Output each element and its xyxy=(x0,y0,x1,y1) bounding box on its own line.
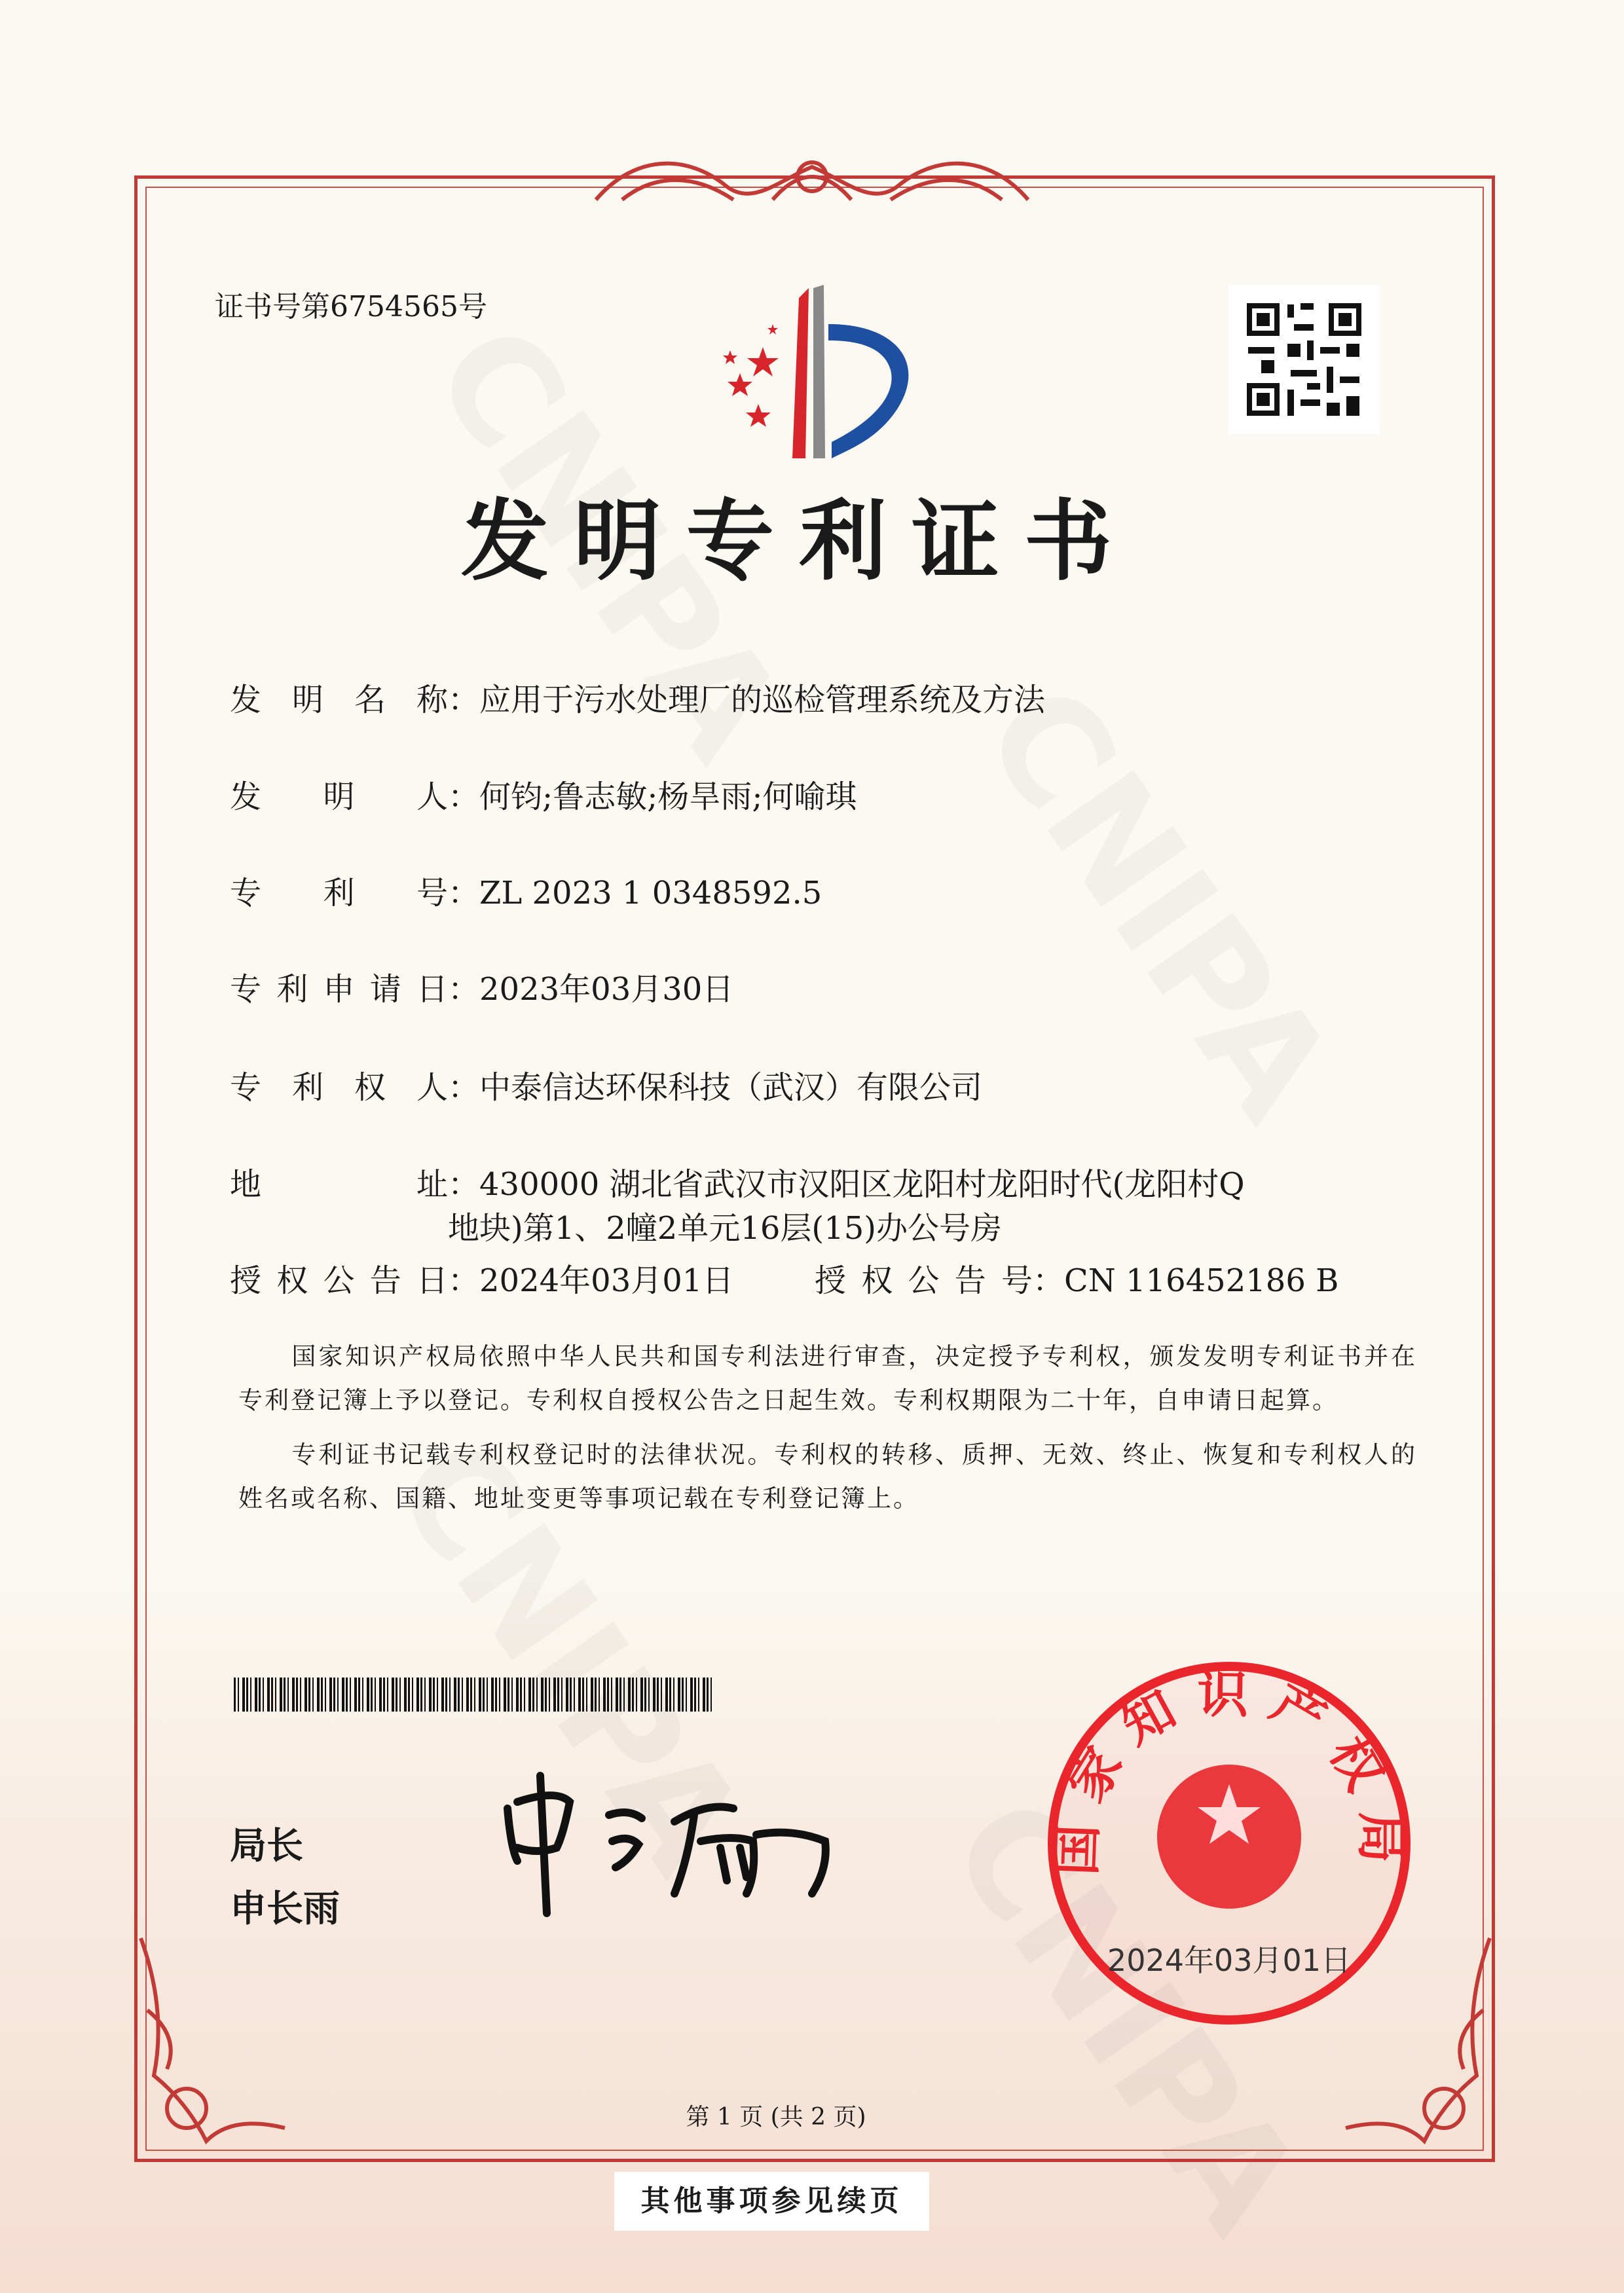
certificate-statement xyxy=(238,1334,1417,1520)
field-label: 专利权人 xyxy=(230,1069,448,1106)
seal-date: 2024年03月01日 xyxy=(1107,1943,1352,1978)
field-value: 2024年03月01日 xyxy=(479,1262,734,1299)
field-value: CN 116452186 B xyxy=(1064,1262,1339,1299)
field-value: 中泰信达环保科技（武汉）有限公司 xyxy=(479,1069,983,1106)
cnipa-logo-icon xyxy=(701,285,930,465)
field-label: 授权公告号 xyxy=(815,1262,1033,1299)
director-name: 申长雨 xyxy=(230,1888,340,1930)
certificate-title: 发明专利证书 xyxy=(460,490,1137,593)
field-label: 授权公告日 xyxy=(230,1262,448,1299)
field-address xyxy=(230,1159,1245,1204)
field-value: 应用于污水处理厂的巡检管理系统及方法 xyxy=(479,682,1046,718)
field-application-date xyxy=(230,964,733,1009)
field-label: 地址 xyxy=(230,1166,448,1203)
field-value: 何钧;鲁志敏;杨旱雨;何喻琪 xyxy=(479,779,857,815)
field-value: ZL 2023 1 0348592.5 xyxy=(479,875,822,911)
corner-ornament-left-icon xyxy=(128,1932,298,2167)
colon: ： xyxy=(448,875,480,911)
corner-ornament-right-icon xyxy=(1333,1932,1503,2167)
colon: ： xyxy=(448,779,480,815)
top-ornament-icon xyxy=(583,141,1041,216)
colon: ： xyxy=(448,682,480,718)
field-label: 发明人 xyxy=(230,779,448,815)
qr-code-icon[interactable] xyxy=(1228,285,1380,434)
colon: ： xyxy=(448,1069,480,1106)
certificate-number: 证书号第6754565号 xyxy=(215,290,487,323)
field-inventors xyxy=(230,771,857,816)
continuation-note: 其他事项参见续页 xyxy=(614,2172,929,2231)
field-label: 发明名称 xyxy=(230,682,448,718)
seal-text: 国家知识产权局 xyxy=(1047,1665,1411,1882)
field-patentee xyxy=(230,1062,982,1107)
statement-paragraph: 专利证书记载专利权登记时的法律状况。专利权的转移、质押、无效、终止、恢复和专利权人的姓名或名称、国籍、地址变更等事项记载在专利登记簿上。 xyxy=(238,1440,1417,1513)
colon: ： xyxy=(448,1166,480,1203)
statement-paragraph: 国家知识产权局依照中华人民共和国专利法进行审查，决定授予专利权，颁发发明专利证书并在专利登记簿上予以登记。专利权自授权公告之日起生效。专利权期限为二十年，自申请日起算。 xyxy=(238,1342,1417,1414)
field-label: 专利申请日 xyxy=(230,971,448,1008)
field-grant-date xyxy=(230,1255,733,1300)
colon: ： xyxy=(1033,1262,1065,1299)
field-value: 2023年03月30日 xyxy=(479,971,734,1008)
field-label: 专利号 xyxy=(230,875,448,911)
colon: ： xyxy=(448,971,480,1008)
field-grant-number xyxy=(815,1255,1338,1300)
barcode xyxy=(234,1678,714,1712)
colon: ： xyxy=(448,1262,480,1299)
director-title: 局长 xyxy=(230,1825,303,1867)
field-patent-number xyxy=(230,868,822,913)
field-value: 430000 湖北省武汉市汉阳区龙阳村龙阳时代(龙阳村Q xyxy=(479,1166,1245,1203)
page-indicator: 第 1 页 (共 2 页) xyxy=(686,2104,866,2131)
signature-icon xyxy=(498,1763,838,1920)
field-address-line2: 地块)第1、2幢2单元16层(15)办公号房 xyxy=(448,1210,1002,1247)
field-invention-name xyxy=(230,674,1045,720)
